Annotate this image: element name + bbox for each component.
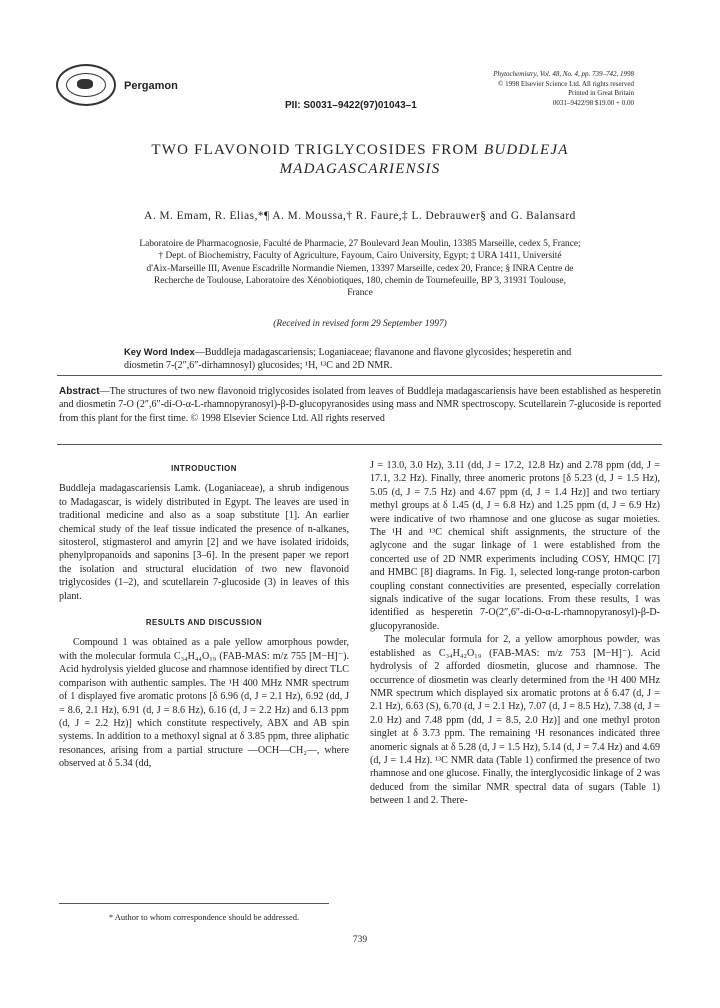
logo-emblem-icon xyxy=(66,73,106,97)
affiliation-line: France xyxy=(347,288,373,299)
abstract-text: —The structures of two new flavonoid triglycosides isolated from leaves of Buddleja madagascariensis have been established as hesperetin and diosmetin 7-O (2″,6″-di-O-α-L-rhamnopyranosyl)-β-D-glucopyranosides using mass and NMR spectroscopy. Scutellarein 7-glucoside is reported from this plant for the first time. © 1998 Elsevier Science Ltd. All rights reserved xyxy=(59,386,661,424)
affiliation-line: Laboratoire de Pharmacognosie, Faculté de Pharmacie, 27 Boulevard Jean Moulin, 13385 Marseille, cedex 5, France; xyxy=(139,239,581,249)
journal-info xyxy=(404,70,634,108)
pergamon-logo xyxy=(56,64,116,106)
divider xyxy=(57,375,662,376)
results-paragraph: Compound 1 was obtained as a pale yellow amorphous powder, with the molecular formula C₃₄H₄₄O₁₉ (FAB-MAS: m/z 755 [M−H]⁻). Acid hydrolysis yielded glucose and rhamnose identified by direct TLC comparison with authentic samples. The ¹H 400 MHz NMR spectrum of 1 displayed five aromatic protons [δ 6.96 (d, J = 2.1 Hz), 6.92 (dd, J = 8.6, 2.1 Hz), 6.91 (d, J = 8.6 Hz), 6.16 (d, J = 2.2 Hz) and 6.13 ppm (d, J = 2.2 Hz)] which constitute respectively, ABX and AB spin systems. In addition to a methoxyl signal at δ 3.85 ppm, three aliphatic resonances, arising from a partial structure —OCH—CH₂—, where observed at δ 5.34 (dd, xyxy=(59,637,349,770)
divider xyxy=(57,444,662,445)
right-column xyxy=(370,459,660,808)
affiliation-line: d'Aix-Marseille III, Avenue Escadrille Normandie Niemen, 13397 Marseille, cedex 20, France; § INRA Centre de xyxy=(146,263,574,274)
section-heading-results: RESULTS AND DISCUSSION xyxy=(145,618,263,628)
keywords-section xyxy=(124,345,599,373)
affiliations xyxy=(96,238,624,299)
journal-line: Printed in Great Britain xyxy=(568,89,634,97)
footnote: * Author to whom correspondence should be addressed. xyxy=(108,912,300,922)
results-continued-paragraph: J = 13.0, 3.0 Hz), 3.11 (dd, J = 17.2, 12.8 Hz) and 2.78 ppm (dd, J = 17.1, 3.2 Hz). Finally, three anomeric protons [δ 5.23 (d, J = 1.5 Hz), 5.05 (d, J = 7.5 Hz) and 4.67 ppm (d, J = 1.4 Hz)] and two tertiary methyl groups at δ 1.45 (d, J = 6.8 Hz) and 1.25 ppm (d, J = 6.9 Hz) were indicative of two rhamnose and one glucose as sugar moieties. The ¹H and ¹³C chemical shift assignments, the structure of the aglycone and the sugar linkage of 1 were established from the concerted use of 2D NMR experiments including COSY, HMQC [7] and HMBC [8] diagrams. In Fig. 1, selected long-range proton-carbon coupling constant connectivities are presented, especially correlation signals indicative of the sugar locations. From these results, 1 was identified as hesperetin 7-O(2″,6″-di-O-α-L-rhamnopyranosyl)-β-D-glucopyranoside. xyxy=(370,460,660,632)
introduction-paragraph: Buddleja madagascariensis Lamk. (Loganiaceae), a shrub indigenous to Madagascar, is widely distributed in Egypt. The leaves are used in traditional medicine and also as a soap substitute [1]. An earlier chemical study of the leaf tissue indicated the presence of n-alkanes, sitosterol, stigmasterol and amyrin [2] and we have isolated iridoids, phenylpropanoids and saponins [3–6]. In the present paper we report the isolation and structural elucidation of two new flavonoid triglycosides (1–2), and scutellarein 7-glucoside (3) in leaves of this plant. xyxy=(59,483,349,602)
author-list: A. M. Emam, R. Elias,*¶ A. M. Moussa,† R. Faure,‡ L. Debrauwer§ and G. Balansard xyxy=(144,210,576,222)
title-italic-line2: MADAGASCARIENSIS xyxy=(279,161,441,177)
paper-title xyxy=(60,141,660,179)
abstract-label: Abstract xyxy=(59,386,100,397)
journal-line: 0031–9422/98 $19.00 + 0.00 xyxy=(552,98,634,107)
affiliation-line: Recherche de Toulouse, Laboratoire des Xénobiotiques, 180, chemin de Tournefeuille, BP 3, 31931 Toulouse, xyxy=(154,275,566,286)
abstract-section xyxy=(59,385,661,425)
left-column xyxy=(59,462,349,771)
title-italic: BUDDLEJA xyxy=(483,142,569,158)
journal-line: © 1998 Elsevier Science Ltd. All rights reserved xyxy=(498,79,634,88)
compound2-paragraph: The molecular formula for 2, a yellow amorphous powder, was established as C₃₄H₄₂O₁₉ (FAB-MAS: m/z 753 [M−H]⁻). Acid hydrolysis of 2 afforded diosmetin, glucose and rhamnose. The occurrence of diosmetin was clearly determined from the ¹H 400 MHz NMR spectrum which displayed six aromatic protons at δ 6.47 (d, J = 2.1 Hz), 6.63 (S), 6.70 (d, J = 2.1 Hz), 7.07 (d, J = 8.5 Hz), 7.38 (d, J = 2.0 Hz) and 7.48 ppm (dd, J = 8.5, 2.0 Hz)] and one methyl proton singlet at δ 3.73 ppm. The remaining ¹H resonances indicated three anomeric signals at δ 5.28 (d, J = 1.5 Hz), 5.14 (d, J = 7.4 Hz) and 4.69 (d, J = 1.4 Hz). ¹³C NMR data (Table 1) confirmed the presence of two rhamnose and one glucose. Finally, the interglycosidic linkage of 2 was deduced from the similar NMR spectral data of sugars (Table 1) between 1 and 2. There- xyxy=(370,634,660,807)
pii-code: PII: S0031–9422(97)01043–1 xyxy=(285,100,417,111)
journal-line: Phytochemistry, Vol. 48, No. 4, pp. 739–742, 1998 xyxy=(493,70,634,78)
page-number: 739 xyxy=(352,935,368,945)
publisher-name: Pergamon xyxy=(124,80,178,92)
title-plain: TWO FLAVONOID TRIGLYCOSIDES FROM xyxy=(151,142,484,158)
received-date: (Received in revised form 29 September 1997) xyxy=(273,319,447,329)
footnote-divider xyxy=(59,903,329,904)
section-heading-introduction: INTRODUCTION xyxy=(171,464,237,473)
keywords-text: —Buddleja madagascariensis; Loganiaceae; flavanone and flavone glycosides; hesperetin and diosmetin 7-(2″,6″-dirhamnosyl) glucosides; ¹H, ¹³C and 2D NMR. xyxy=(124,347,572,372)
affiliation-line: † Dept. of Biochemistry, Faculty of Agriculture, Fayoum, Cairo University, Egypt; ‡ URA 1411, Université xyxy=(158,251,562,262)
keywords-label: Key Word Index xyxy=(124,346,195,357)
